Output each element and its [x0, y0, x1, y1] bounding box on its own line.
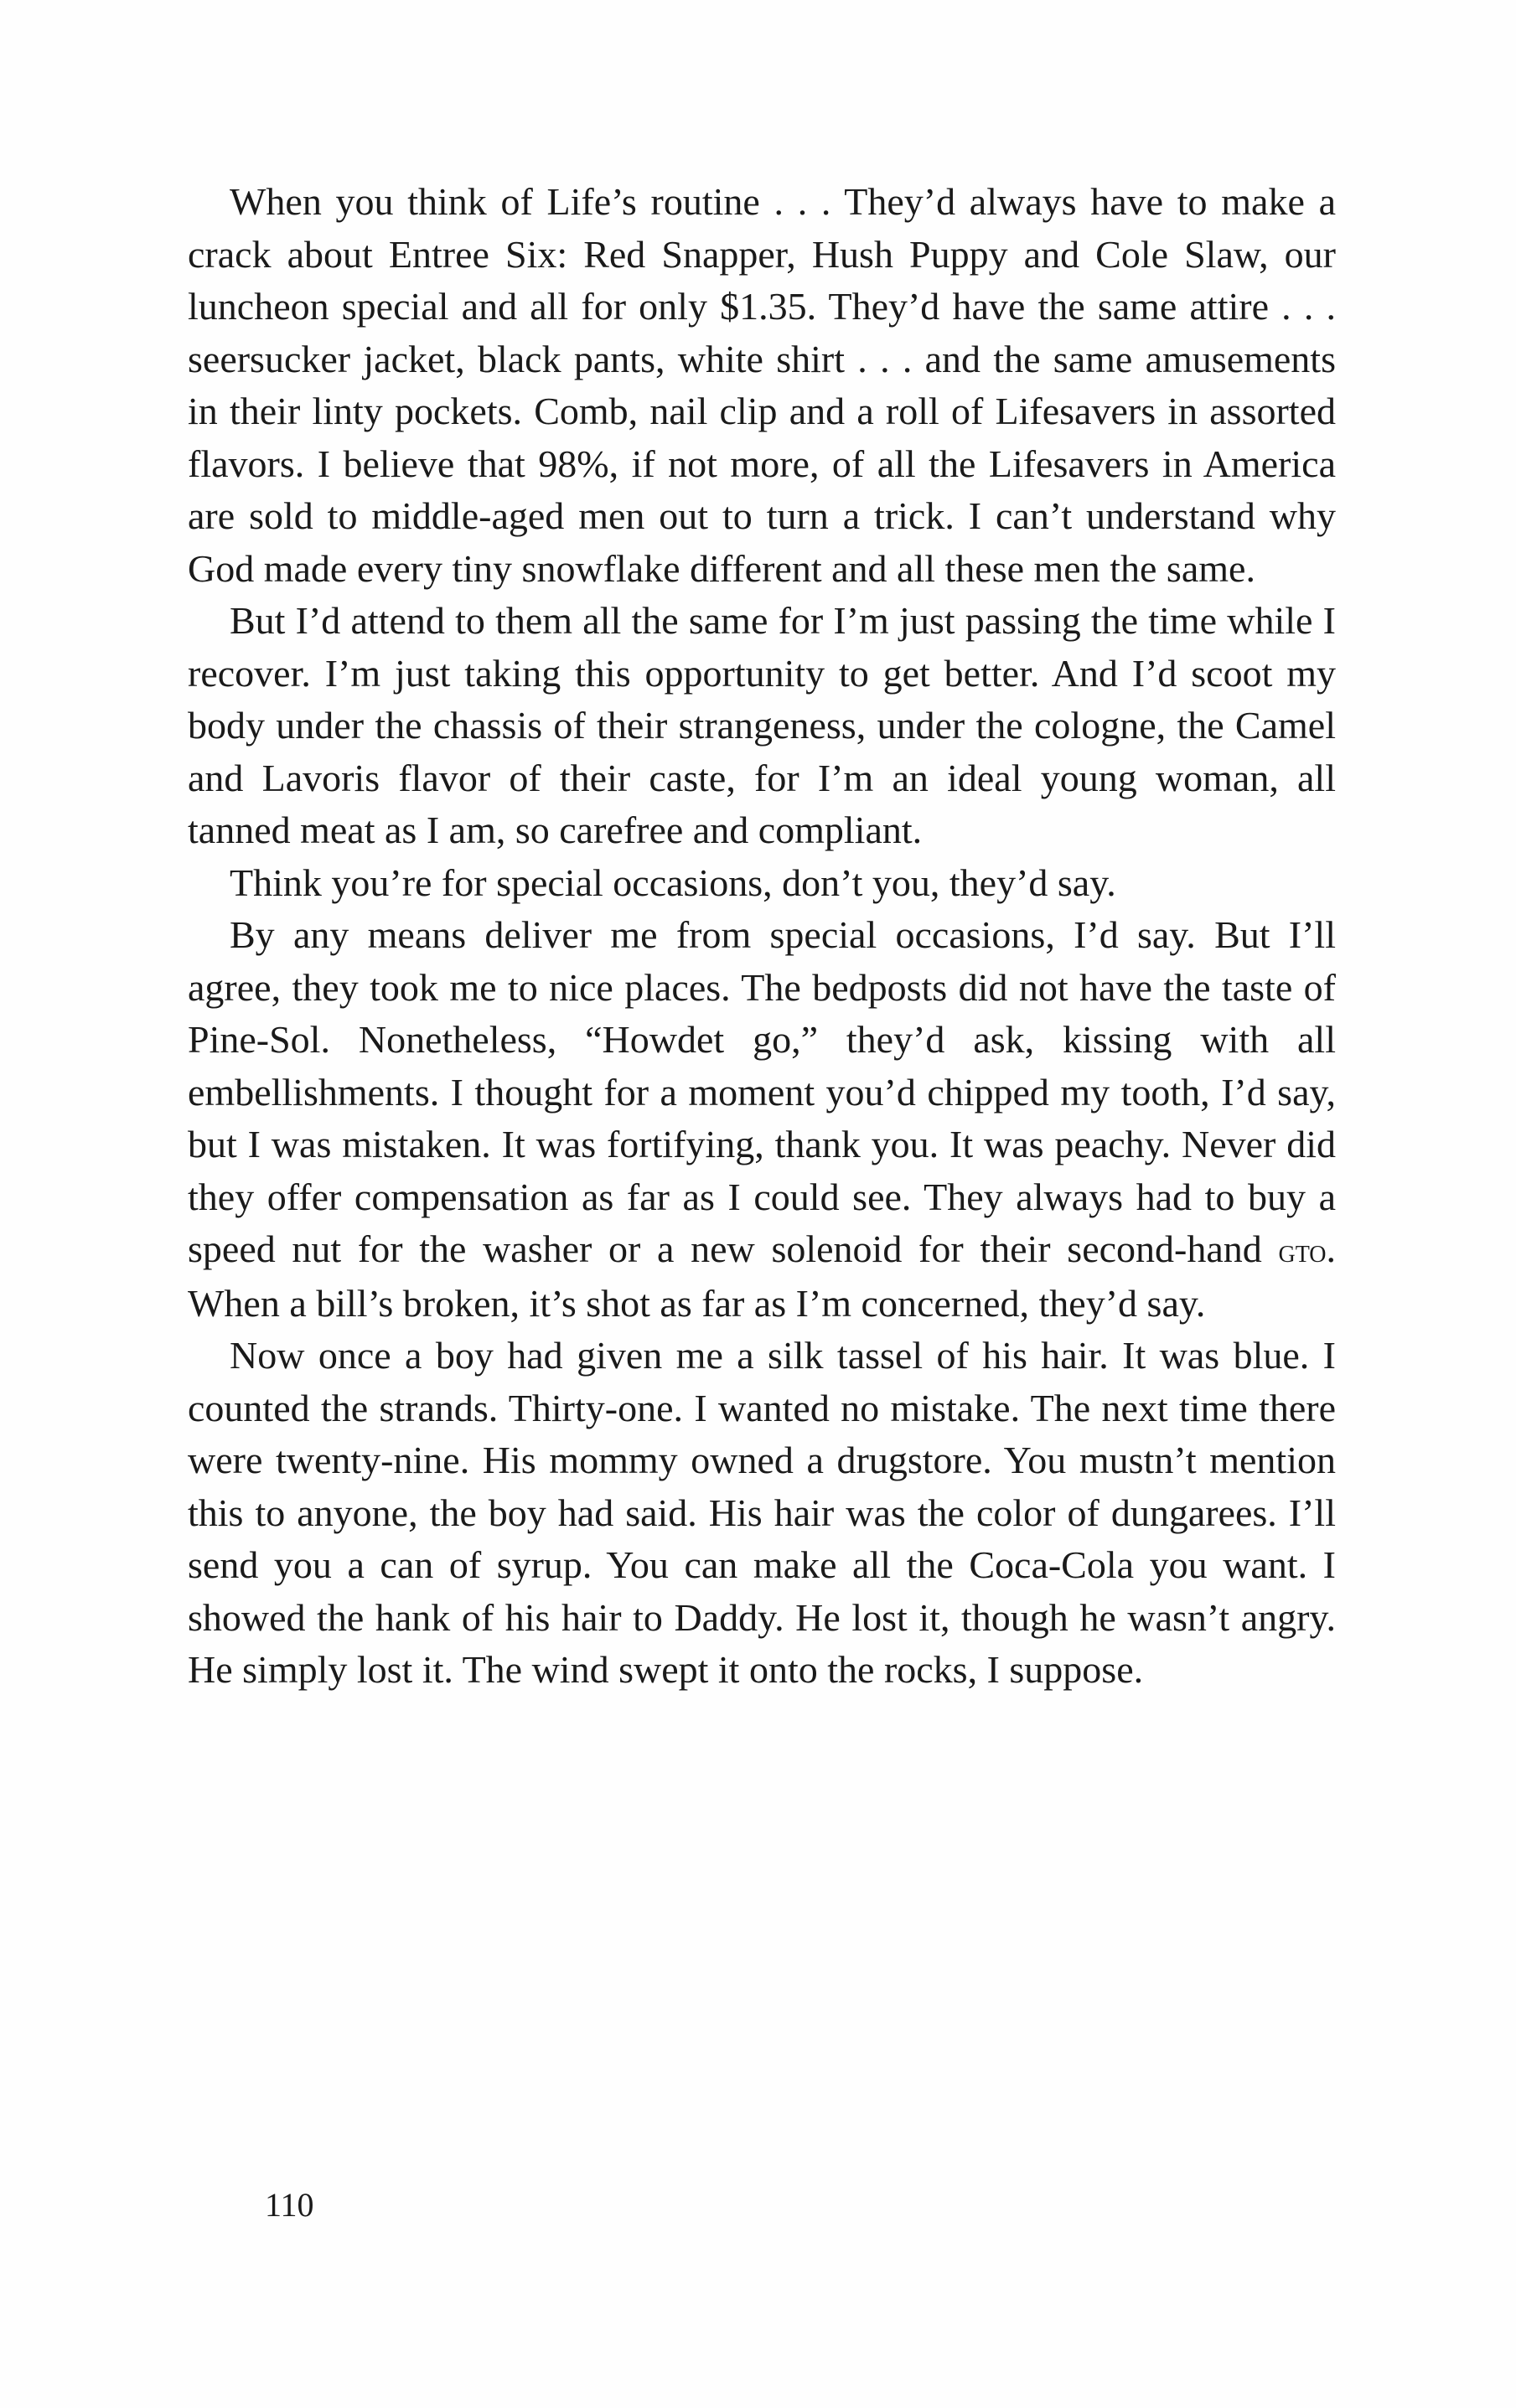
paragraph-1: When you think of Life’s routine . . . They’d always have to make a crack about Entree Six: Red Snapper, Hush Puppy and Cole Slaw, our luncheon special and all for only $1.35. They’d have the same attire . . . seersucker jacket, black pants, white shirt . . . and the same amusements in their linty pockets. Comb, nail clip and a roll of Lifesavers in assorted flavors. I believe that 98%, if not more, of all the Lifesavers in America are sold to middle-aged men out to turn a trick. I can’t understand why God made every tiny snowflake different and all these men the same.: [188, 180, 1336, 590]
body-text: [188, 176, 1336, 1697]
paragraph-2: But I’d attend to them all the same for I’m just passing the time while I recover. I’m just taking this opportunity to get better. And I’d scoot my body under the chassis of their strangeness, under the cologne, the Camel and Lavoris flavor of their caste, for I’m an ideal young woman, all tanned meat as I am, so carefree and compliant.: [188, 599, 1336, 851]
paragraph-4-text: By any means deliver me from special occasions, I’d say. But I’ll agree, they took me to nice places. The bedposts did not have the taste of Pine-Sol. Nonetheless, “Howdet go,” they’d ask, kissing with all embellishments. I thought for a moment you’d chipped my tooth, I’d say, but I was mistaken. It was fortifying, thank you. It was peachy. Never did they offer compensation as far as I could see. They always had to buy a speed nut for the washer or a new solenoid for their second-hand: [188, 913, 1336, 1270]
page-number: 110: [265, 2186, 314, 2224]
paragraph-4-tail: . When a bill’s broken, it’s shot as far as I’m concerned, they’d say.: [188, 1227, 1337, 1325]
paragraph-4-smallcaps: gto: [1278, 1232, 1327, 1269]
paragraph-5: Now once a boy had given me a silk tassel of his hair. It was blue. I counted the strands. Thirty-one. I wanted no mistake. The next time there were twenty-nine. His mommy owned a drugstore. You mustn’t mention this to anyone, the boy had said. His hair was the color of dungarees. I’ll send you a can of syrup. You can make all the Coca-Cola you want. I showed the hank of his hair to Daddy. He lost it, though he wasn’t angry. He simply lost it. The wind swept it onto the rocks, I suppose.: [188, 1334, 1336, 1691]
paragraph-4: [188, 909, 1336, 1330]
paragraph-3: Think you’re for special occasions, don’t you, they’d say.: [230, 860, 1116, 904]
